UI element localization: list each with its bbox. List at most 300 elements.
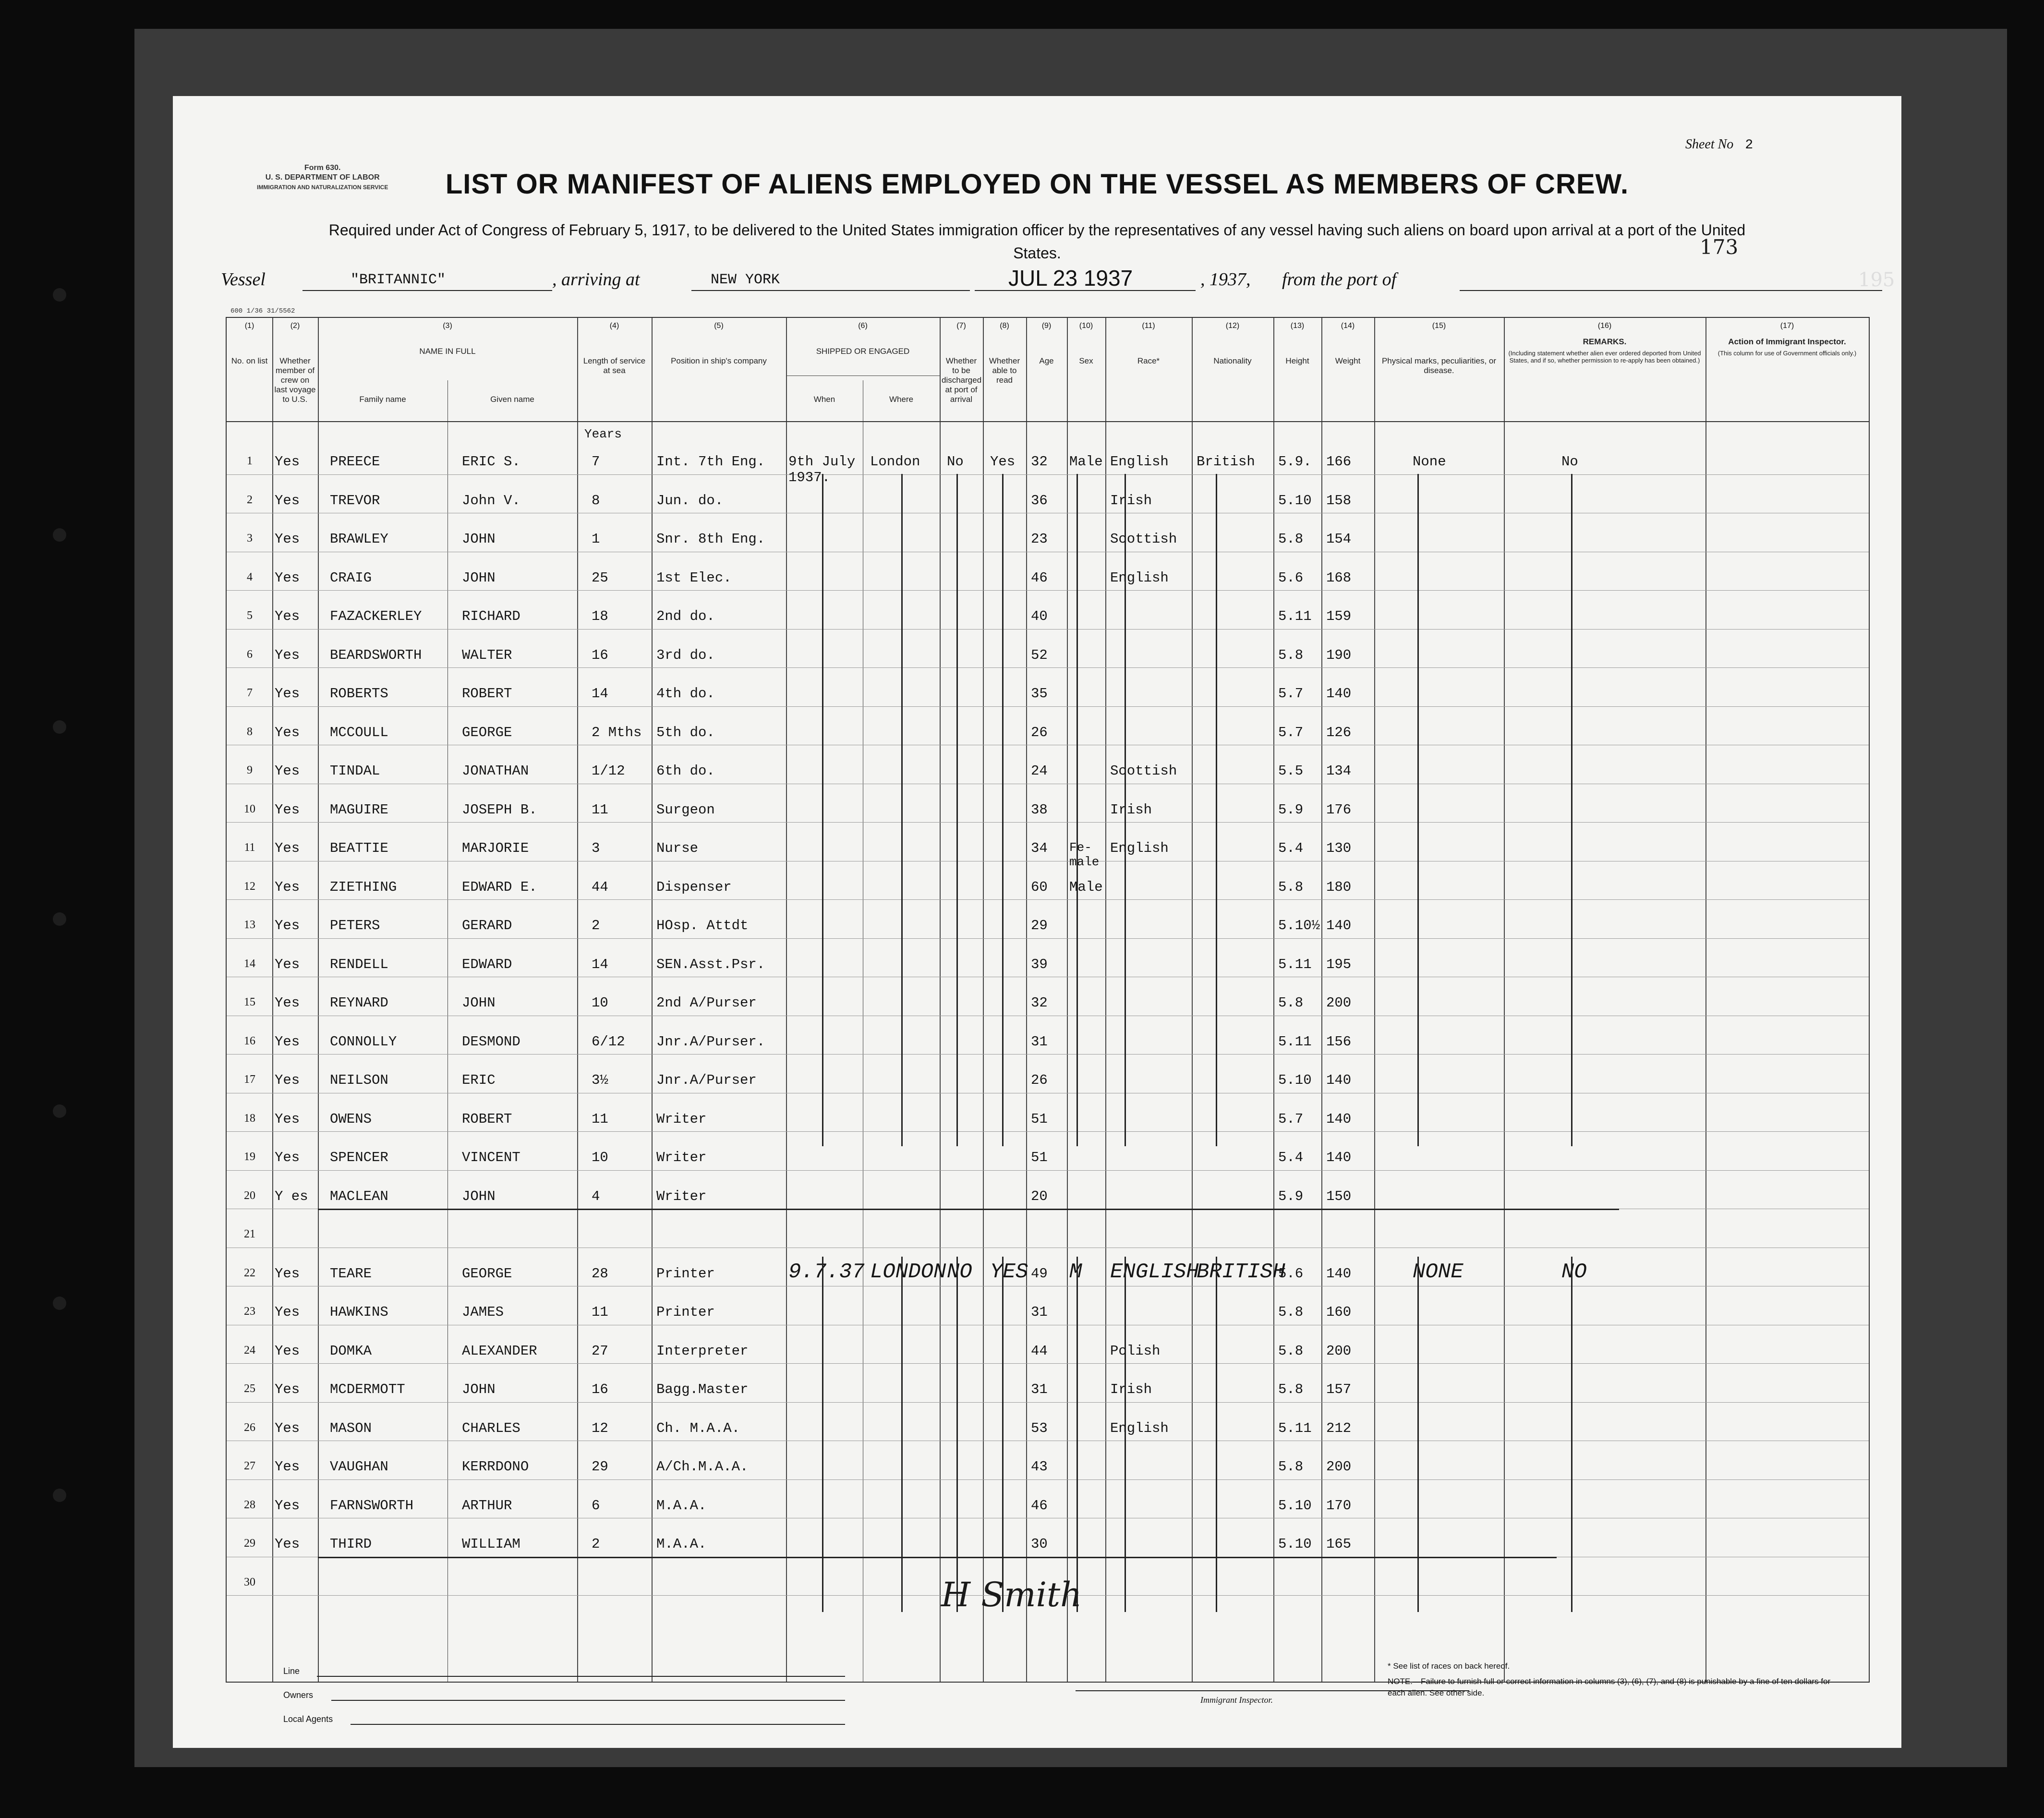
cell-service: 1/12 xyxy=(592,763,625,779)
cell-service: 18 xyxy=(592,608,608,624)
cell-given: EDWARD xyxy=(462,956,512,972)
cell-age: 39 xyxy=(1031,956,1048,972)
cell-family: REYNARD xyxy=(330,995,388,1011)
ditto-stroke xyxy=(1076,1257,1078,1612)
cell-height: 5.8 xyxy=(1278,995,1304,1011)
binder-hole xyxy=(53,912,66,926)
cell-position: Jun. do. xyxy=(656,492,724,509)
cell-given: John V. xyxy=(462,492,520,509)
cell-crew: Yes xyxy=(275,879,300,895)
crew-table xyxy=(226,317,1870,1683)
cell-family: BRAWLEY xyxy=(330,531,388,547)
cell-height: 5.6 xyxy=(1278,570,1304,586)
table-row xyxy=(227,629,1869,630)
cell-height: 5.8 xyxy=(1278,879,1304,895)
cell-weight: 134 xyxy=(1326,763,1352,779)
footer-note-fine: NOTE.—Failure to furnish full or correct information in columns (3), (6), (7), and (8) is punishable by a fine of ten dollars for each alien. See other side. xyxy=(1388,1677,1831,1697)
cell-race: English xyxy=(1110,570,1169,586)
cell-height: 5.8 xyxy=(1278,1382,1304,1397)
cell-family: HAWKINS xyxy=(330,1304,388,1320)
cell-position: 6th do. xyxy=(656,763,715,779)
row-number: 27 xyxy=(244,1460,255,1472)
cell-position: Dispenser xyxy=(656,879,732,895)
row-number: 2 xyxy=(247,493,253,506)
footer-agents-label: Local Agents xyxy=(283,1714,333,1724)
cell-family: MACLEAN xyxy=(330,1188,388,1204)
row-number: 7 xyxy=(247,687,253,699)
cell-given: JOHN xyxy=(462,531,496,547)
cell-given: ROBERT xyxy=(462,1111,512,1127)
cell-given: JOHN xyxy=(462,1188,496,1204)
ditto-stroke xyxy=(822,474,823,1146)
cell-position: 4th do. xyxy=(656,686,715,702)
cell-given: ERIC xyxy=(462,1072,496,1088)
cell-family: PETERS xyxy=(330,918,380,933)
cell-crew: Yes xyxy=(275,686,300,702)
binder-hole xyxy=(53,720,66,734)
cell-crew: Yes xyxy=(275,1033,300,1050)
cell-position: Int. 7th Eng. xyxy=(656,454,765,470)
cell-service: 8 xyxy=(592,492,600,509)
column-divider xyxy=(1705,318,1706,1682)
cell-age: 34 xyxy=(1031,840,1048,856)
row-number: 9 xyxy=(247,764,253,776)
cell-race: English xyxy=(1110,454,1169,470)
cell-age: 60 xyxy=(1031,879,1048,895)
cell-height: 5.11 xyxy=(1278,956,1312,972)
cell-crew: Yes xyxy=(275,724,300,740)
column-header: Weight xyxy=(1335,356,1361,365)
row-number: 10 xyxy=(244,802,255,815)
cell-crew: Yes xyxy=(275,801,300,818)
cell-weight: 176 xyxy=(1326,801,1352,818)
cell-age: 32 xyxy=(1031,995,1048,1011)
cell-family: PREECE xyxy=(330,454,380,470)
binder-hole xyxy=(53,288,66,302)
cell-given: DESMOND xyxy=(462,1033,520,1050)
cell-height: 5.10 xyxy=(1278,1536,1312,1552)
cell-service: 27 xyxy=(592,1343,608,1359)
cell-where: LONDON xyxy=(870,1260,946,1284)
cell-where: London xyxy=(870,454,920,470)
cell-family: ZIETHING xyxy=(330,879,397,895)
cell-race: Irish xyxy=(1110,492,1152,509)
column-header: SHIPPED OR ENGAGED xyxy=(816,347,910,356)
cell-given: KERRDONO xyxy=(462,1459,529,1475)
cell-position: Bagg.Master xyxy=(656,1382,749,1397)
row-number: 3 xyxy=(247,532,253,545)
ditto-stroke xyxy=(1417,474,1419,1146)
cell-given: JOHN xyxy=(462,570,496,586)
arrival-port: NEW YORK xyxy=(711,272,780,288)
table-row xyxy=(227,1363,1869,1364)
column-subheader: Family name xyxy=(359,395,406,404)
cell-family: MCCOULL xyxy=(330,724,388,740)
column-header: Race* xyxy=(1137,356,1160,365)
ditto-stroke xyxy=(1002,474,1004,1146)
cell-age: 43 xyxy=(1031,1459,1048,1475)
arriving-label: , arriving at xyxy=(552,269,640,290)
column-divider xyxy=(940,318,941,1682)
column-divider xyxy=(1321,318,1322,1682)
footer-owners-label: Owners xyxy=(283,1690,314,1700)
cell-position: Printer xyxy=(656,1304,715,1320)
cell-position: Ch. M.A.A. xyxy=(656,1420,740,1436)
cell-service: 29 xyxy=(592,1459,608,1475)
cell-age: 23 xyxy=(1031,531,1048,547)
row-number: 20 xyxy=(244,1189,255,1202)
cell-height: 5.8 xyxy=(1278,1343,1304,1359)
ditto-stroke xyxy=(1216,474,1217,1146)
cell-weight: 154 xyxy=(1326,531,1352,547)
cell-height: 5.7 xyxy=(1278,1111,1304,1127)
row-number: 1 xyxy=(247,455,253,467)
cell-remarks: No xyxy=(1561,454,1578,470)
cell-weight: 140 xyxy=(1326,1150,1352,1165)
cell-crew: Yes xyxy=(275,840,300,856)
cell-service: 7 xyxy=(592,454,600,470)
row-number: 12 xyxy=(244,880,255,893)
ditto-stroke xyxy=(1125,1257,1126,1612)
cell-service: 2 Mths xyxy=(592,724,642,740)
from-port-label: from the port of xyxy=(1282,269,1397,290)
cell-service: 2 xyxy=(592,918,600,933)
cell-weight: 130 xyxy=(1326,840,1352,856)
cell-age: 36 xyxy=(1031,492,1048,509)
cell-age: 35 xyxy=(1031,686,1048,702)
column-divider xyxy=(1192,318,1193,1682)
cell-crew: Yes xyxy=(275,1536,300,1552)
column-divider xyxy=(577,318,578,1682)
row-number: 23 xyxy=(244,1305,255,1318)
cell-service: 3 xyxy=(592,840,600,856)
column-number: (10) xyxy=(1079,322,1093,330)
cell-weight: 168 xyxy=(1326,570,1352,586)
column-header: Age xyxy=(1039,356,1054,365)
cell-weight: 157 xyxy=(1326,1382,1352,1397)
cell-height: 5.7 xyxy=(1278,724,1304,740)
cell-family: BEATTIE xyxy=(330,840,388,856)
cell-given: ERIC S. xyxy=(462,454,520,470)
cell-crew: Yes xyxy=(275,1459,300,1475)
cell-height: 5.10 xyxy=(1278,492,1312,509)
cell-discharged: No xyxy=(947,454,964,470)
stamp-number-195: 195 xyxy=(1858,269,1895,291)
column-number: (1) xyxy=(244,322,254,330)
cell-service: 44 xyxy=(592,879,608,895)
cell-when: 9th July 1937. xyxy=(788,454,856,485)
cell-crew: Yes xyxy=(275,1072,300,1088)
cell-family: MCDERMOTT xyxy=(330,1382,405,1397)
cell-service: 11 xyxy=(592,1111,608,1127)
column-header: Nationality xyxy=(1213,356,1252,365)
cell-family: DOMKA xyxy=(330,1343,372,1359)
column-header: Position in ship's company xyxy=(671,356,767,365)
cell-crew: Yes xyxy=(275,1497,300,1514)
cell-height: 5.11 xyxy=(1278,608,1312,624)
cell-height: 5.8 xyxy=(1278,1304,1304,1320)
ditto-stroke xyxy=(956,1257,958,1612)
cell-family: MASON xyxy=(330,1420,372,1436)
form-department: U. S. DEPARTMENT OF LABOR xyxy=(265,173,380,182)
cell-sex: Fe- male xyxy=(1069,840,1100,869)
cell-family: TREVOR xyxy=(330,492,380,509)
page-subtitle: Required under Act of Congress of February 5, 1917, to be delivered to the United States immigration officer by the representatives of any vessel having such aliens on board upon arrival at a port of the United States. xyxy=(328,221,1746,262)
manifest-sheet xyxy=(173,96,1901,1748)
cell-given: JAMES xyxy=(462,1304,504,1320)
cell-family: NEILSON xyxy=(330,1072,388,1088)
arrival-year: , 1937, xyxy=(1200,269,1251,290)
inspector-label: Immigrant Inspector. xyxy=(1200,1695,1273,1705)
cell-height: 5.10 xyxy=(1278,1497,1312,1514)
cell-position: 2nd A/Purser xyxy=(656,995,757,1011)
cell-crew: Yes xyxy=(275,492,300,509)
cell-family: TEARE xyxy=(330,1265,372,1282)
cell-position: Interpreter xyxy=(656,1343,749,1359)
cell-given: ARTHUR xyxy=(462,1497,512,1514)
cell-given: JOHN xyxy=(462,995,496,1011)
cell-sex: M xyxy=(1069,1260,1082,1284)
cell-age: 52 xyxy=(1031,647,1048,663)
column-divider xyxy=(272,318,273,1682)
cell-marks: NONE xyxy=(1413,1260,1463,1284)
ditto-stroke xyxy=(822,1257,823,1612)
cell-crew: Yes xyxy=(275,1304,300,1320)
binder-hole xyxy=(53,1104,66,1118)
cell-family: ROBERTS xyxy=(330,686,388,702)
column-header: Whether to be discharged at port of arrival xyxy=(942,356,982,404)
cell-when: 9.7.37 xyxy=(788,1260,865,1284)
cell-age: 46 xyxy=(1031,1497,1048,1514)
binder-hole xyxy=(53,528,66,542)
cell-weight: 159 xyxy=(1326,608,1352,624)
cell-sex: Male xyxy=(1069,879,1103,895)
cell-family: TINDAL xyxy=(330,763,380,779)
cell-position: Writer xyxy=(656,1111,707,1127)
cell-weight: 212 xyxy=(1326,1420,1352,1436)
column-number: (13) xyxy=(1290,322,1305,330)
cell-weight: 150 xyxy=(1326,1188,1352,1204)
column-subheader: When xyxy=(813,395,835,404)
cell-crew: Yes xyxy=(275,1382,300,1397)
footer-line-label: Line xyxy=(283,1666,300,1676)
column-number: (15) xyxy=(1432,322,1446,330)
cell-race: Irish xyxy=(1110,801,1152,818)
cell-age: 26 xyxy=(1031,724,1048,740)
cell-nationality: British xyxy=(1197,454,1255,470)
column-divider xyxy=(1504,318,1505,1682)
cell-position: Printer xyxy=(656,1265,715,1282)
cell-given: MARJORIE xyxy=(462,840,529,856)
cell-family: CRAIG xyxy=(330,570,372,586)
row-number: 13 xyxy=(244,919,255,931)
row-number: 16 xyxy=(244,1034,255,1047)
cell-service: 11 xyxy=(592,801,608,818)
column-number: (8) xyxy=(1000,322,1009,330)
vessel-name: "BRITANNIC" xyxy=(351,272,446,288)
cell-given: GEORGE xyxy=(462,724,512,740)
row-number: 21 xyxy=(244,1228,255,1240)
row-number: 25 xyxy=(244,1382,255,1395)
cell-crew: Yes xyxy=(275,1265,300,1282)
row-number: 19 xyxy=(244,1151,255,1163)
end-of-section-rule xyxy=(318,1557,1557,1558)
cell-age: 51 xyxy=(1031,1150,1048,1165)
cell-crew: Yes xyxy=(275,531,300,547)
ditto-stroke xyxy=(1417,1257,1419,1612)
cell-weight: 200 xyxy=(1326,1459,1352,1475)
cell-height: 5.9 xyxy=(1278,1188,1304,1204)
cell-service: 16 xyxy=(592,1382,608,1397)
column-divider xyxy=(652,318,653,1682)
cell-given: JONATHAN xyxy=(462,763,529,779)
cell-given: RICHARD xyxy=(462,608,520,624)
column-number: (5) xyxy=(714,322,724,330)
cell-height: 5.10 xyxy=(1278,1072,1312,1088)
cell-age: 44 xyxy=(1031,1343,1048,1359)
cell-crew: Y es xyxy=(275,1188,308,1204)
column-subheader: Where xyxy=(889,395,914,404)
cell-crew: Yes xyxy=(275,763,300,779)
cell-family: BEARDSWORTH xyxy=(330,647,422,663)
cell-position: Nurse xyxy=(656,840,699,856)
cell-family: FARNSWORTH xyxy=(330,1497,414,1514)
cell-service: 14 xyxy=(592,686,608,702)
cell-service: 28 xyxy=(592,1265,608,1282)
table-row xyxy=(227,1479,1869,1480)
cell-position: 3rd do. xyxy=(656,647,715,663)
cell-sex: Male xyxy=(1069,454,1103,470)
cell-service: 14 xyxy=(592,956,608,972)
cell-weight: 165 xyxy=(1326,1536,1352,1552)
cell-service: 12 xyxy=(592,1420,608,1436)
ditto-stroke xyxy=(1002,1257,1004,1612)
row-number: 6 xyxy=(247,648,253,661)
cell-age: 51 xyxy=(1031,1111,1048,1127)
cell-weight: 140 xyxy=(1326,1111,1352,1127)
cell-remarks: NO xyxy=(1561,1260,1587,1284)
column-header: NAME IN FULL xyxy=(419,347,476,356)
column-header: REMARKS. xyxy=(1583,337,1627,346)
row-number: 8 xyxy=(247,725,253,738)
cell-given: ALEXANDER xyxy=(462,1343,537,1359)
cell-age: 38 xyxy=(1031,801,1048,818)
cell-race: Polish xyxy=(1110,1343,1161,1359)
column-header: Length of service at sea xyxy=(583,356,646,375)
cell-race: English xyxy=(1110,840,1169,856)
cell-position: 5th do. xyxy=(656,724,715,740)
cell-crew: Yes xyxy=(275,1111,300,1127)
cell-position: M.A.A. xyxy=(656,1497,707,1514)
cell-service: 4 xyxy=(592,1188,600,1204)
cell-position: M.A.A. xyxy=(656,1536,707,1552)
cell-race: Scottish xyxy=(1110,531,1177,547)
cell-given: WALTER xyxy=(462,647,512,663)
cell-height: 5.5 xyxy=(1278,763,1304,779)
cell-height: 5.9 xyxy=(1278,801,1304,818)
cell-service: 3½ xyxy=(592,1072,608,1088)
cell-given: ROBERT xyxy=(462,686,512,702)
cell-crew: Yes xyxy=(275,1150,300,1165)
cell-height: 5.8 xyxy=(1278,531,1304,547)
row-number: 24 xyxy=(244,1344,255,1357)
cell-age: 31 xyxy=(1031,1304,1048,1320)
date-stamp: JUL 23 1937 xyxy=(1008,266,1133,291)
cell-family: CONNOLLY xyxy=(330,1033,397,1050)
cell-service: 16 xyxy=(592,647,608,663)
row-number: 18 xyxy=(244,1112,255,1125)
form-number: Form 630. xyxy=(304,164,341,172)
column-number: (17) xyxy=(1780,322,1794,330)
column-number: (3) xyxy=(443,322,452,330)
cell-weight: 140 xyxy=(1326,686,1352,702)
cell-age: 40 xyxy=(1031,608,1048,624)
column-number: (7) xyxy=(956,322,966,330)
cell-weight: 200 xyxy=(1326,995,1352,1011)
cell-weight: 140 xyxy=(1326,1265,1352,1282)
cell-weight: 180 xyxy=(1326,879,1352,895)
cell-weight: 140 xyxy=(1326,918,1352,933)
ditto-stroke xyxy=(1076,474,1078,1146)
table-row xyxy=(227,667,1869,668)
table-row xyxy=(227,938,1869,939)
footer-note-races: * See list of races on back hereof. xyxy=(1388,1661,1510,1671)
ditto-stroke xyxy=(1125,474,1126,1146)
cell-service: 25 xyxy=(592,570,608,586)
cell-age: 31 xyxy=(1031,1033,1048,1050)
cell-age: 53 xyxy=(1031,1420,1048,1436)
cell-family: VAUGHAN xyxy=(330,1459,388,1475)
column-divider xyxy=(1105,318,1106,1682)
cell-discharged: NO xyxy=(947,1260,972,1284)
column-note: (Including statement whether alien ever ordered deported from United States, and if so, whether permission to re-apply has been obtained.) xyxy=(1508,350,1701,364)
header-divider xyxy=(227,421,1869,422)
cell-service: 1 xyxy=(592,531,600,547)
cell-weight: 200 xyxy=(1326,1343,1352,1359)
ditto-stroke xyxy=(956,474,958,1146)
print-code: 600 1/36 31/5562 xyxy=(230,307,295,315)
cell-given: WILLIAM xyxy=(462,1536,520,1552)
column-subheader: Given name xyxy=(490,395,534,404)
cell-marks: None xyxy=(1413,454,1446,470)
column-number: (16) xyxy=(1597,322,1612,330)
cell-given: JOHN xyxy=(462,1382,496,1397)
cell-family: MAGUIRE xyxy=(330,801,388,818)
cell-given: CHARLES xyxy=(462,1420,520,1436)
binder-hole xyxy=(53,1297,66,1310)
cell-service: 6 xyxy=(592,1497,600,1514)
cell-age: 24 xyxy=(1031,763,1048,779)
cell-family: SPENCER xyxy=(330,1150,388,1165)
column-header: Height xyxy=(1285,356,1309,365)
cell-weight: 158 xyxy=(1326,492,1352,509)
cell-race: Irish xyxy=(1110,1382,1152,1397)
cell-family: RENDELL xyxy=(330,956,388,972)
cell-age: 30 xyxy=(1031,1536,1048,1552)
cell-position: Jnr.A/Purser. xyxy=(656,1033,765,1050)
cell-position: Writer xyxy=(656,1150,707,1165)
cell-service: 6/12 xyxy=(592,1033,625,1050)
cell-read: Yes xyxy=(990,454,1016,470)
cell-family: FAZACKERLEY xyxy=(330,608,422,624)
binder-hole xyxy=(53,1489,66,1502)
cell-position: 2nd do. xyxy=(656,608,715,624)
cell-height: 5.10½ xyxy=(1278,918,1320,933)
column-header: Whether member of crew on last voyage to U.S. xyxy=(274,356,316,404)
table-row xyxy=(227,1402,1869,1403)
row-number: 22 xyxy=(244,1266,255,1279)
row-number: 28 xyxy=(244,1498,255,1511)
